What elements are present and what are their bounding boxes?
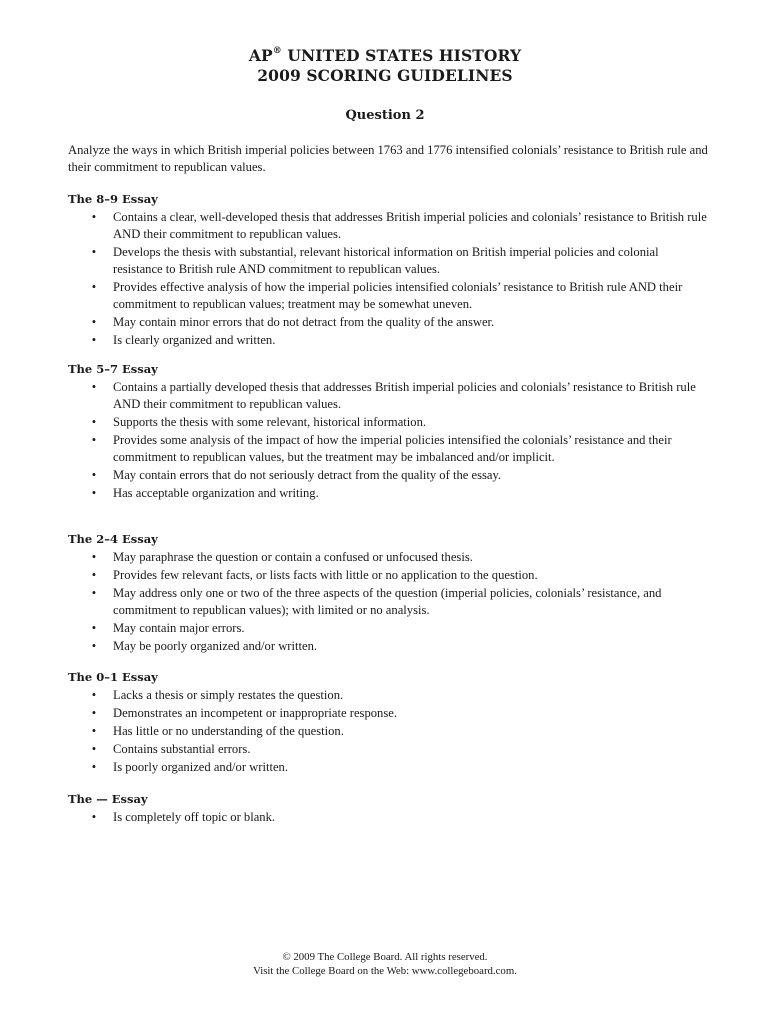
- page-title: [0, 46, 770, 86]
- list-item: • May contain errors that do not seriously detract from the quality of the essay.: [68, 467, 708, 484]
- bullet-icon: •: [91, 315, 97, 329]
- list-item: • May contain minor errors that do not detract from the quality of the answer.: [68, 314, 708, 331]
- bullet-icon: •: [91, 415, 97, 429]
- list-item: • Contains substantial errors.: [68, 741, 708, 758]
- criteria-list: [68, 549, 708, 655]
- bullet-icon: •: [91, 210, 97, 224]
- essay-section-dash: [68, 791, 708, 827]
- list-item: • Supports the thesis with some relevant, historical information.: [68, 414, 708, 431]
- list-item: • Is poorly organized and/or written.: [68, 759, 708, 776]
- bullet-icon: •: [91, 760, 97, 774]
- list-item: • May address only one or two of the three aspects of the question (imperial policies, colonials’ resistance, and commitment to republican values); with limited or no analysis.: [68, 585, 708, 619]
- list-item: • May paraphrase the question or contain a confused or unfocused thesis.: [68, 549, 708, 566]
- bullet-icon: •: [91, 486, 97, 500]
- title-line-1: AP® UNITED STATES HISTORY: [248, 46, 522, 65]
- bullet-icon: •: [91, 586, 97, 600]
- list-item: • Develops the thesis with substantial, relevant historical information on British imperial policies and colonial resistance to British rule AND commitment to republican values.: [68, 244, 708, 278]
- registered-mark: ®: [272, 46, 282, 56]
- list-item: • May contain major errors.: [68, 620, 708, 637]
- bullet-icon: •: [91, 380, 97, 394]
- essay-section-5-7: [68, 361, 708, 503]
- question-title: Question 2: [345, 108, 425, 123]
- essay-section-2-4: [68, 531, 708, 656]
- question-prompt: Analyze the ways in which British imperial policies between 1763 and 1776 intensified colonials’ resistance to British rule and their commitment to republican values.: [68, 143, 708, 174]
- criteria-list: [68, 687, 708, 776]
- criteria-list: [68, 379, 708, 502]
- list-item: • Contains a clear, well-developed thesis that addresses British imperial policies and colonials’ resistance to British rule AND their commitment to republican values.: [68, 209, 708, 243]
- section-heading: The 5–7 Essay: [68, 362, 158, 376]
- list-item: • Is clearly organized and written.: [68, 332, 708, 349]
- bullet-icon: •: [91, 810, 97, 824]
- list-item: • Is completely off topic or blank.: [68, 809, 708, 826]
- bullet-icon: •: [91, 550, 97, 564]
- section-heading: The 0–1 Essay: [68, 670, 158, 684]
- list-item: • Provides few relevant facts, or lists facts with little or no application to the question.: [68, 567, 708, 584]
- criteria-list: [68, 209, 708, 349]
- bullet-icon: •: [91, 688, 97, 702]
- section-heading: The — Essay: [68, 792, 148, 806]
- list-item: • Has acceptable organization and writing.: [68, 485, 708, 502]
- bullet-icon: •: [91, 568, 97, 582]
- bullet-icon: •: [91, 333, 97, 347]
- bullet-icon: •: [91, 468, 97, 482]
- section-heading: The 8–9 Essay: [68, 192, 158, 206]
- bullet-icon: •: [91, 639, 97, 653]
- bullet-icon: •: [91, 245, 97, 259]
- list-item: • May be poorly organized and/or written.: [68, 638, 708, 655]
- bullet-icon: •: [91, 621, 97, 635]
- title-line-2: 2009 SCORING GUIDELINES: [257, 66, 513, 85]
- list-item: • Provides some analysis of the impact of how the imperial policies intensified the colonials’ resistance and their commitment to republican values, but the treatment may be imbalanced and/or implicit.: [68, 432, 708, 466]
- bullet-icon: •: [91, 280, 97, 294]
- website-line: Visit the College Board on the Web: www.collegeboard.com.: [253, 965, 517, 977]
- bullet-icon: •: [91, 433, 97, 447]
- essay-section-8-9: [68, 191, 708, 350]
- page-footer: [0, 950, 770, 978]
- bullet-icon: •: [91, 706, 97, 720]
- list-item: • Demonstrates an incompetent or inappropriate response.: [68, 705, 708, 722]
- criteria-list: [68, 809, 708, 826]
- essay-section-0-1: [68, 669, 708, 777]
- list-item: • Contains a partially developed thesis that addresses British imperial policies and colonials’ resistance to British rule AND their commitment to republican values.: [68, 379, 708, 413]
- section-heading: The 2–4 Essay: [68, 532, 158, 546]
- copyright-line: © 2009 The College Board. All rights reserved.: [282, 951, 488, 963]
- bullet-icon: •: [91, 724, 97, 738]
- list-item: • Lacks a thesis or simply restates the question.: [68, 687, 708, 704]
- list-item: • Has little or no understanding of the question.: [68, 723, 708, 740]
- list-item: • Provides effective analysis of how the imperial policies intensified colonials’ resistance to British rule AND their commitment to republican values; treatment may be somewhat uneven.: [68, 279, 708, 313]
- bullet-icon: •: [91, 742, 97, 756]
